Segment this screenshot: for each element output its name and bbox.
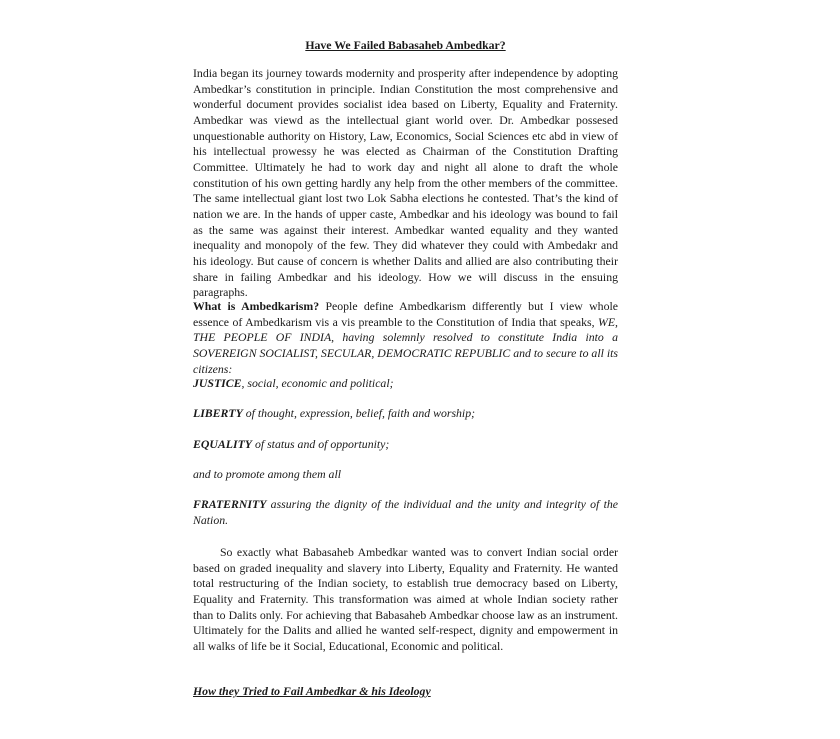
fraternity-line: [193, 497, 618, 528]
equality-term: EQUALITY: [193, 437, 252, 451]
promote-line: and to promote among them all: [193, 467, 341, 481]
document-sheet: [193, 0, 618, 739]
preamble-quote: WE, THE PEOPLE OF INDIA, having solemnly resolved to constitute India into a SOVEREIGN SOCIALIST, SECULAR, DEMOCRATIC REPUBLIC and to secure to all its citizens:: [193, 314, 618, 376]
section-heading: How they Tried to Fail Ambedkar & his Ideology: [193, 684, 431, 698]
document-title: Have We Failed Babasaheb Ambedkar?: [305, 38, 506, 52]
equality-line: [193, 437, 618, 453]
ambedkarism-text: People define Ambedkarism differently but I view whole essence of Ambedkarism vis a vis preamble to the Constitution of India that speaks,: [193, 299, 618, 329]
equality-text: of status and of opportunity;: [252, 437, 390, 451]
justice-term: JUSTICE: [193, 376, 242, 390]
liberty-line: [193, 406, 618, 422]
justice-text: , social, economic and political;: [241, 376, 394, 390]
summary-paragraph: So exactly what Babasaheb Ambedkar wanted was to convert Indian social order based on graded inequality and slavery into Liberty, Equality and Fraternity. He wanted total restructuring of the Indian society, to establish true democracy based on Liberty, Equality and Fraternity. This transformation was aimed at whole Indian society rather than to Dalits only. For achieving that Babasaheb Ambedkar choose law as an instrument. Ultimately for the Dalits and allied he wanted self-respect, dignity and empowerment in all walks of life be it Social, Educational, Economic and political.: [193, 545, 618, 653]
ambedkarism-heading: What is Ambedkarism?: [193, 299, 320, 313]
liberty-text: of thought, expression, belief, faith and worship;: [242, 406, 476, 420]
liberty-term: LIBERTY: [193, 406, 243, 420]
intro-paragraph: India began its journey towards modernity and prosperity after independence by adopting Ambedkar’s constitution in principle. Indian Constitution the most comprehensive and wonderful document provides socialist idea based on Liberty, Equality and Fraternity. Ambedkar was viewd as the intellectual giant world over. Dr. Ambedkar possesed unquestionable authority on History, Law, Economics, Social Sciences etc abd in view of his intellectual prowessy he was elected as Chairman of the Constitution Drafting Committee. Ultimately he had to work day and night all alone to draft the whole constitution of his own getting hardly any help from the other members of the committee. The same intellectual giant lost two Lok Sabha elections he contested. That’s the kind of nation we are. In the hands of upper caste, Ambedkar and his ideology was bound to fail as the same was against their interest. Ambedkar wanted equality and they wanted inequality and monopoly of the few. They did whatever they could with Ambedakr and his ideology. But cause of concern is whether Dalits and allied are also contributing their share in failing Ambedkar and his ideology. How we will discuss in the ensuing paragraphs.: [193, 66, 618, 300]
ambedkarism-paragraph: [193, 299, 618, 377]
fraternity-text: assuring the dignity of the individual and the unity and integrity of the Nation.: [193, 497, 618, 527]
justice-line: [193, 376, 618, 392]
fraternity-term: FRATERNITY: [193, 497, 267, 511]
